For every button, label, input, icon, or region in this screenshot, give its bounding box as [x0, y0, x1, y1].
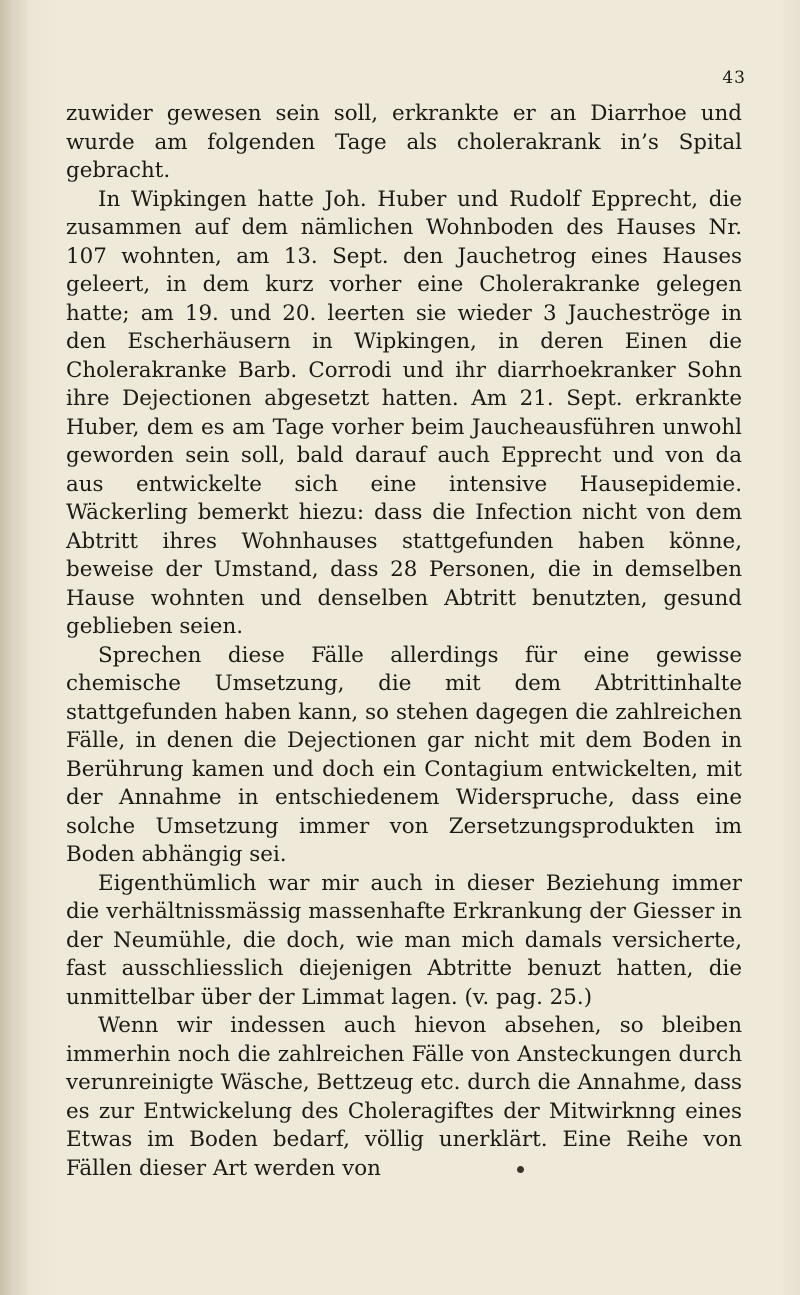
body-text	[66, 100, 742, 1183]
paragraph-3: Sprechen diese Fälle allerdings für eine gewisse chemische Umsetzung, die mit dem Abtrittinhalte stattgefunden haben kann, so stehen dagegen die zahlreichen Fälle, in denen die Dejectionen gar nicht mit dem Boden in Berührung kamen und doch ein Contagium entwickelten, mit der Annahme in entschiedenem Widerspruche, dass eine solche Umsetzung immer von Zersetzungsprodukten im Boden abhängig sei.	[66, 642, 742, 867]
paragraph-2: In Wipkingen hatte Joh. Huber und Rudolf Epprecht, die zusammen auf dem nämlichen Wohnboden des Hauses Nr. 107 wohnten, am 13. Sept. den Jauchetrog eines Hauses geleert, in dem kurz vorher eine Cholerakranke gelegen hatte; am 19. und 20. leerten sie wieder 3 Jaucheströge in den Escherhäusern in Wipkingen, in deren Einen die Cholerakranke Barb. Corrodi und ihr diarrhoekranker Sohn ihre Dejectionen abgesetzt hatten. Am 21. Sept. erkrankte Huber, dem es am Tage vorher beim Jaucheausführen unwohl geworden sein soll, bald darauf auch Epprecht und von da aus entwickelte sich eine intensive Hausepidemie. Wäckerling bemerkt hiezu: dass die Infection nicht von dem Abtritt ihres Wohnhauses stattgefunden haben könne, beweise der Umstand, dass 28 Personen, die in demselben Hause wohnten und denselben Abtritt benutzten, gesund geblieben seien.	[66, 186, 742, 639]
paragraph-5: Wenn wir indessen auch hievon absehen, so bleiben immerhin noch die zahlreichen Fälle von Ansteckungen durch verunreinigte Wäsche, Bettzeug etc. durch die Annahme, dass es zur Entwickelung des Choleragiftes der Mitwirknng eines Etwas im Boden bedarf, völlig unerklärt. Eine Reihe von Fällen dieser Art werden von	[66, 1013, 742, 1181]
ink-spot	[517, 1166, 524, 1173]
page-gutter-shadow	[0, 0, 30, 1295]
paragraph-4: Eigenthümlich war mir auch in dieser Beziehung immer die verhältnissmässig massenhafte Erkrankung der Giesser in der Neumühle, die doch, wie man mich damals versicherte, fast ausschliesslich diejenigen Abtritte benuzt hatten, die unmittelbar über der Limmat lagen. (v. pag. 25.)	[66, 870, 742, 1010]
page-number: 43	[722, 68, 746, 88]
paragraph-1: zuwider gewesen sein soll, erkrankte er an Diarrhoe und wurde am folgenden Tage als cholerakrank in’s Spital gebracht.	[66, 101, 742, 183]
